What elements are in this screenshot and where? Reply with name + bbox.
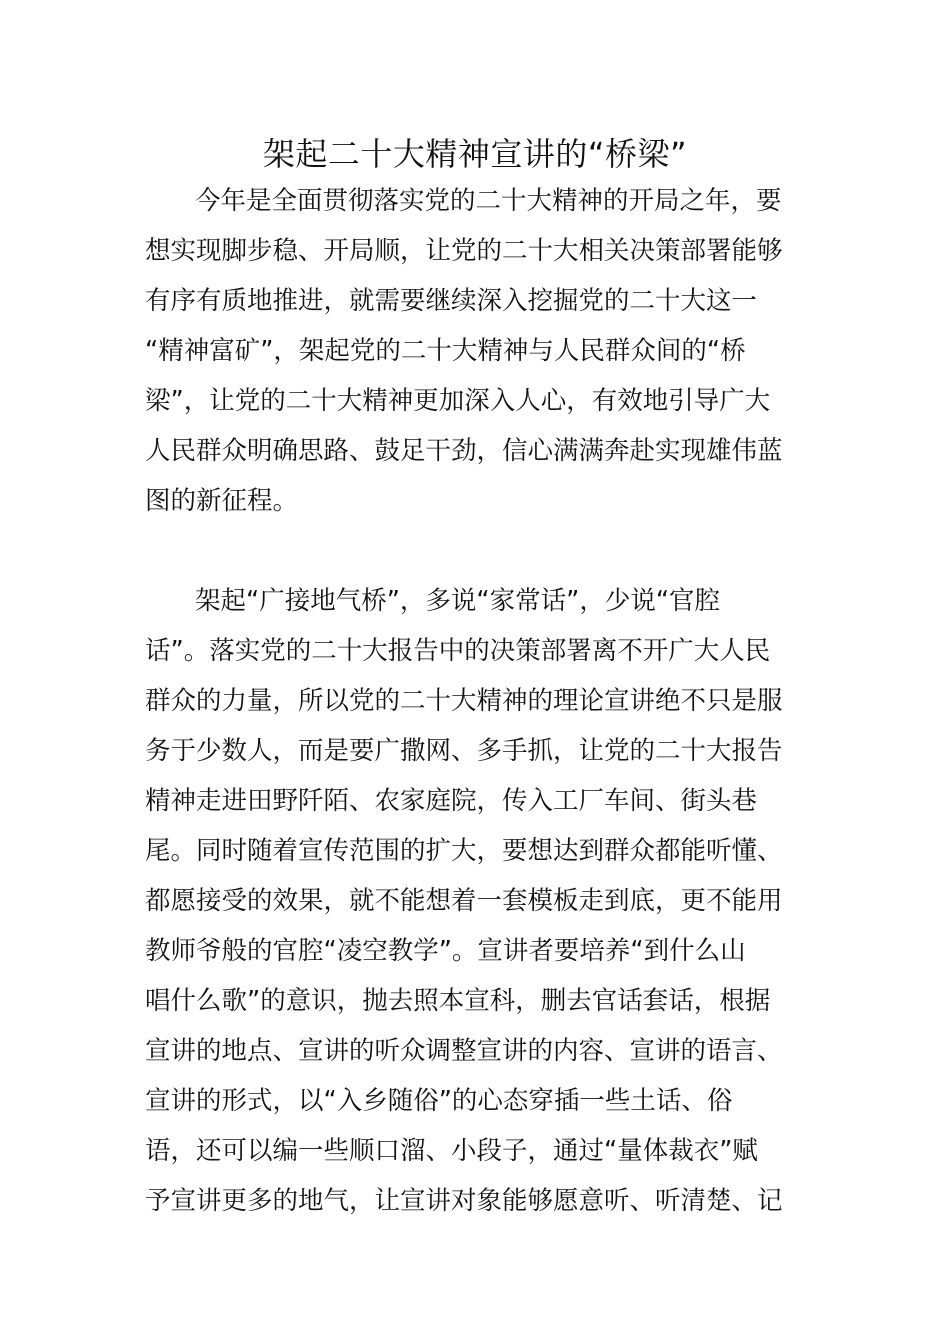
text-line: 话”。落实党的二十大报告中的决策部署离不开广大人民 [145, 636, 771, 666]
text-line: 唱什么歌”的意识，抛去照本宣科，删去官话套话，根据 [145, 986, 771, 1016]
text-line: 想实现脚步稳、开局顺，让党的二十大相关决策部署能够 [145, 236, 783, 266]
text-line: 都愿接受的效果，就不能想着一套模板走到底，更不能用 [145, 886, 783, 916]
text-line: 有序有质地推进，就需要继续深入挖掘党的二十大这一 [145, 286, 758, 316]
text-line: “精神富矿”，架起党的二十大精神与人民群众间的“桥 [145, 336, 746, 366]
text-line: 架起“广接地气桥”，多说“家常话”，少说“官腔 [195, 586, 721, 616]
text-line: 予宣讲更多的地气，让宣讲对象能够愿意听、听清楚、记 [145, 1186, 783, 1216]
text-line: 语，还可以编一些顺口溜、小段子，通过“量体裁衣”赋 [145, 1136, 758, 1166]
text-line: 梁”，让党的二十大精神更加深入人心，有效地引导广大 [145, 386, 771, 416]
text-line: 群众的力量，所以党的二十大精神的理论宣讲绝不只是服 [145, 686, 783, 716]
document-title: 架起二十大精神宣讲的“桥梁” [262, 135, 688, 173]
text-line: 教师爷般的官腔“凌空教学”。宣讲者要培养“到什么山 [145, 936, 746, 966]
paragraph-intro [145, 176, 810, 526]
text-line: 宣讲的形式，以“入乡随俗”的心态穿插一些土话、俗 [145, 1086, 733, 1116]
text-line: 今年是全面贯彻落实党的二十大精神的开局之年，要 [195, 186, 782, 216]
text-line: 宣讲的地点、宣讲的听众调整宣讲的内容、宣讲的语言、 [145, 1036, 783, 1066]
text-line: 精神走进田野阡陌、农家庭院，传入工厂车间、街头巷 [145, 786, 758, 816]
text-line: 图的新征程。 [145, 486, 299, 516]
paragraph-bridge-grounded [145, 576, 810, 1226]
text-line: 务于少数人，而是要广撒网、多手抓，让党的二十大报告 [145, 736, 783, 766]
text-line: 人民群众明确思路、鼓足干劲，信心满满奔赴实现雄伟蓝 [145, 436, 783, 466]
text-line: 尾。同时随着宣传范围的扩大，要想达到群众都能听懂、 [145, 836, 783, 866]
